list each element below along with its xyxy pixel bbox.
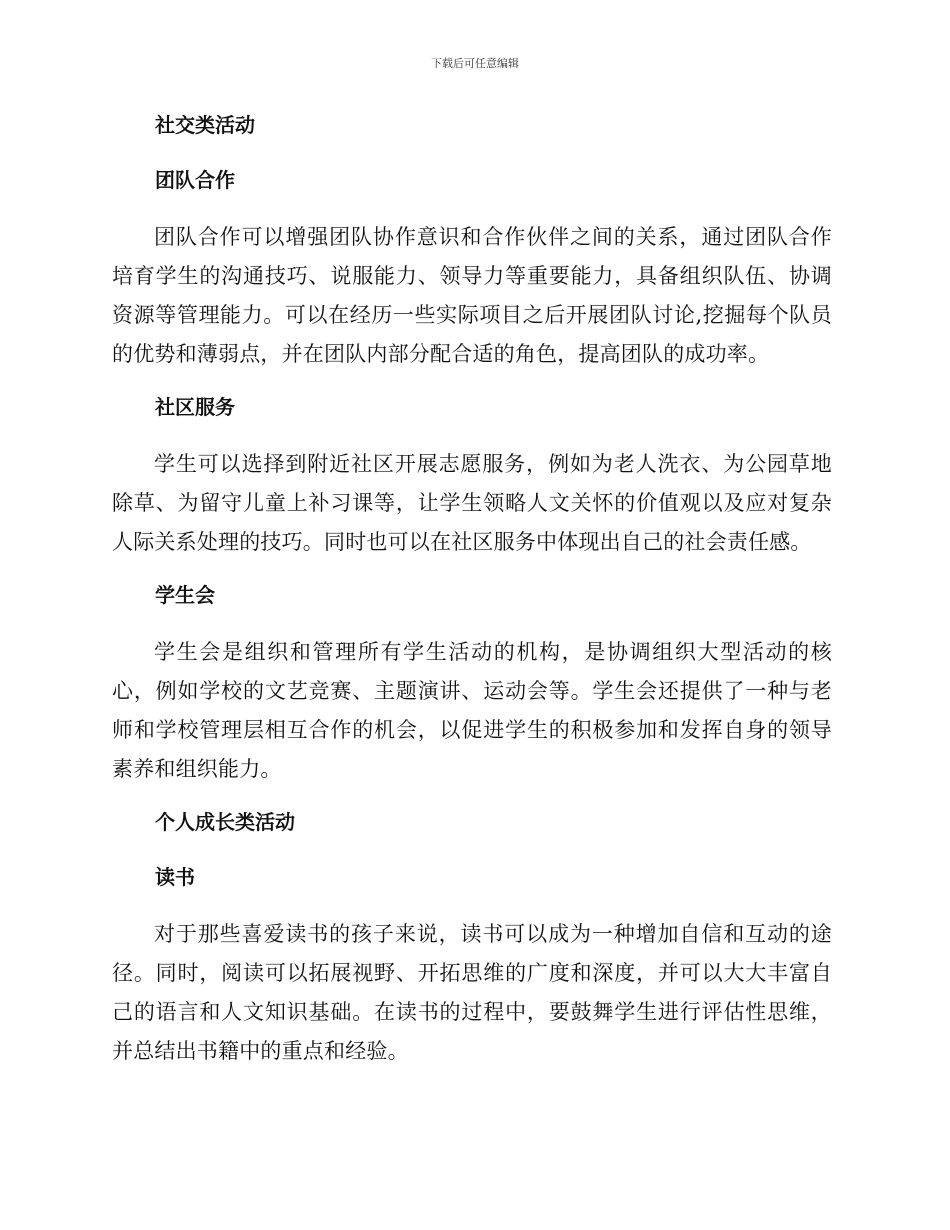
heading-teamwork: 团队合作 xyxy=(155,168,235,192)
heading-personal-growth: 个人成长类活动 xyxy=(155,810,295,834)
document-body xyxy=(112,108,832,1071)
paragraph-reading: 对于那些喜爱读书的孩子来说，读书可以成为一种增加自信和互动的途径。同时，阅读可以拓展视野、开拓思维的广度和深度，并可以大大丰富自己的语言和人文知识基础。在读书的过程中，要鼓舞学生进行评估性思维，并总结出书籍中的重点和经验。 xyxy=(112,922,832,1063)
heading-social-activities: 社交类活动 xyxy=(155,113,255,137)
heading-community-service: 社区服务 xyxy=(155,395,235,419)
paragraph-community-service: 学生可以选择到附近社区开展志愿服务，例如为老人洗衣、为公园草地除草、为留守儿童上补习课等，让学生领略人文关怀的价值观以及应对复杂人际关系处理的技巧。同时也可以在社区服务中体现出自己的社会责任感。 xyxy=(112,452,832,554)
page-header: 下载后可任意编辑 xyxy=(431,57,519,70)
paragraph-student-union: 学生会是组织和管理所有学生活动的机构，是协调组织大型活动的核心，例如学校的文艺竞赛、主题演讲、运动会等。学生会还提供了一种与老师和学校管理层相互合作的机会，以促进学生的积极参加和发挥自身的领导素养和组织能力。 xyxy=(112,640,832,781)
heading-reading: 读书 xyxy=(155,865,195,889)
heading-student-union: 学生会 xyxy=(155,583,215,607)
paragraph-teamwork: 团队合作可以增强团队协作意识和合作伙伴之间的关系，通过团队合作培育学生的沟通技巧、说服能力、领导力等重要能力，具备组织队伍、协调资源等管理能力。可以在经历一些实际项目之后开展团队讨论,挖掘每个队员的优势和薄弱点，并在团队内部分配合适的角色，提高团队的成功率。 xyxy=(112,225,832,366)
